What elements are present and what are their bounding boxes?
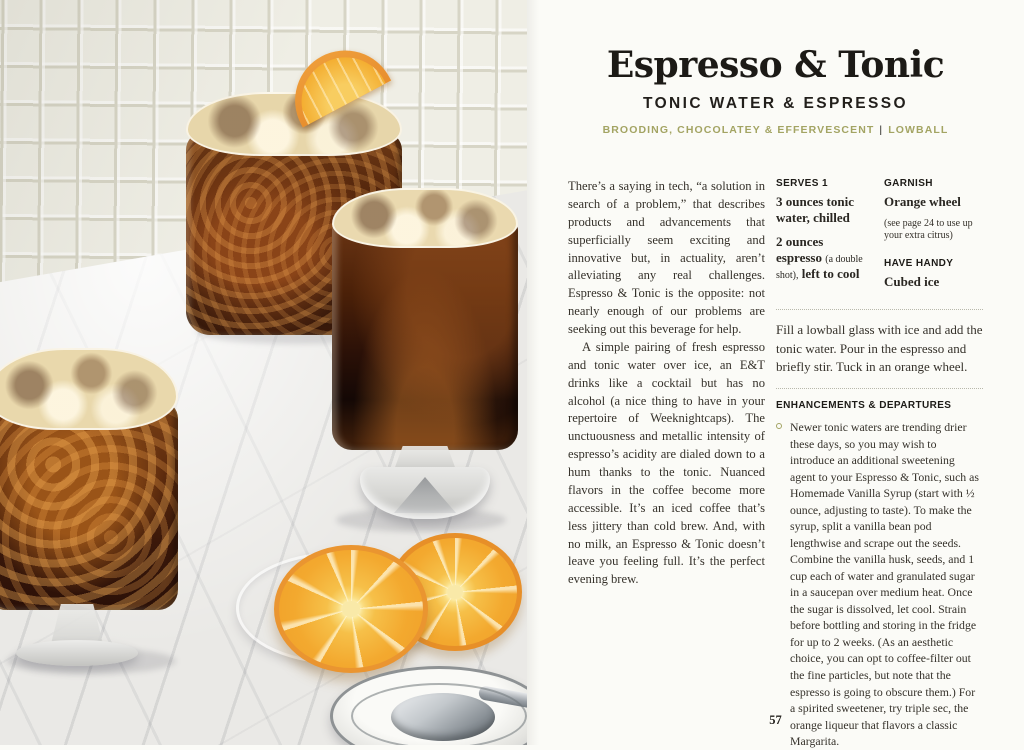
enhancement-item xyxy=(776,419,983,749)
ingredient-amount: 2 ounces espresso xyxy=(776,233,824,265)
intro-text xyxy=(568,178,765,589)
garnish-note: (see page 24 to use up your extra citrus) xyxy=(884,217,973,242)
espresso-tonic-liquid xyxy=(332,222,518,450)
enhancement-text: Newer tonic waters are trending drier these days, so you may wish to introduce an additional sweetening agent to your Espresso & Tonic, such as Homemade Vanilla Syrup (start with ½ ounce, adjusting to taste). To make the syrup, split a vanilla bean pod lengthwise and scrape out the seeds. Combine the vanilla husk, seeds, and 1 cup each of water and granulated sugar in a saucepan over medium heat. Once the sugar is dissolved, let cool. Strain before bottling and storing in the fridge for up to 2 weeks. (As an aesthetic choice, you can opt to coffee-filter out the fine particles, but note that the espresso is going to obscure them.) For a spirited sweetener, try triple sec, the orange liqueur that flavors a classic Margarita. xyxy=(790,420,979,749)
glassware-label: LOWBALL xyxy=(888,124,949,136)
ingredients-grid xyxy=(776,178,983,298)
espresso-foam xyxy=(0,348,178,430)
recipe-column xyxy=(776,178,983,750)
orange-center xyxy=(447,585,463,599)
ingredient-prep: left to cool xyxy=(801,265,860,281)
have-handy-label: HAVE HANDY xyxy=(884,257,954,269)
orange-wheel-front xyxy=(274,545,428,673)
espresso-tonic-liquid xyxy=(0,402,178,610)
espresso-tonic-glass-front xyxy=(0,348,178,666)
ingredient-note: (a double shot), xyxy=(776,253,863,281)
espresso-foam xyxy=(332,188,518,248)
dotted-divider xyxy=(776,388,983,389)
tagline-separator: | xyxy=(879,124,884,136)
bullet-icon xyxy=(776,423,782,429)
ingredient-tonic-water: 3 ounces tonic water, chilled xyxy=(776,194,854,225)
recipe-page xyxy=(527,0,1024,749)
recipe-subtitle: TONIC WATER & ESPRESSO xyxy=(643,95,908,112)
ingredients-column xyxy=(776,178,872,298)
dotted-divider xyxy=(776,309,983,310)
glass-foot xyxy=(360,467,490,519)
garnish-column xyxy=(884,178,983,298)
intro-paragraph-1: There’s a saying in tech, “a solution in search of a problem,” that describes products and advancements that superficially seem exciting and innovative but, in actuality, aren’t alleviating any real challenges. Espresso & Tonic is the opposite: not nearly enough of our problems are seeking out this beverage for help. xyxy=(568,179,765,336)
enhancements-label: ENHANCEMENTS & DEPARTURES xyxy=(776,400,952,412)
recipe-header xyxy=(527,44,1024,136)
glass-foot xyxy=(16,640,138,666)
have-handy-block xyxy=(884,258,983,290)
garnish-label: GARNISH xyxy=(884,178,933,189)
intro-paragraph-2: A simple pairing of fresh espresso and tonic water over ice, an E&T drinks like a cocktail but has no alcohol (a nice thing to have in your repertoire of Weeknightcaps). The unctuousness and metallic intensity of espresso’s acidity are dialed down to a hum thanks to the tonic. Nuanced flavors in the coffee become more accessible. It’s an iced coffee that’s less jittery than cold brew. And, with no milk, an Espresso & Tonic doesn’t leave you feeling full. It’s the perfect evening brew. xyxy=(568,339,765,587)
spoon-icon xyxy=(391,693,495,741)
garnish-item: Orange wheel xyxy=(884,194,961,209)
page-title: Espresso & Tonic xyxy=(606,44,945,86)
flavor-descriptors: BROODING, CHOCOLATEY & EFFERVESCENT xyxy=(602,124,875,136)
flavor-tagline xyxy=(527,124,1024,136)
instructions-text: Fill a lowball glass with ice and add the tonic water. Pour in the espresso and briefly stir. Tuck in an orange wheel. xyxy=(776,321,983,375)
espresso-tonic-glass-center xyxy=(332,186,518,520)
have-handy-item: Cubed ice xyxy=(884,273,940,289)
serves-label: SERVES 1 xyxy=(776,178,828,189)
spoon-handle xyxy=(478,685,527,721)
ingredient-espresso xyxy=(776,234,872,282)
orange-center xyxy=(342,601,360,616)
page-number: 57 xyxy=(769,713,782,727)
